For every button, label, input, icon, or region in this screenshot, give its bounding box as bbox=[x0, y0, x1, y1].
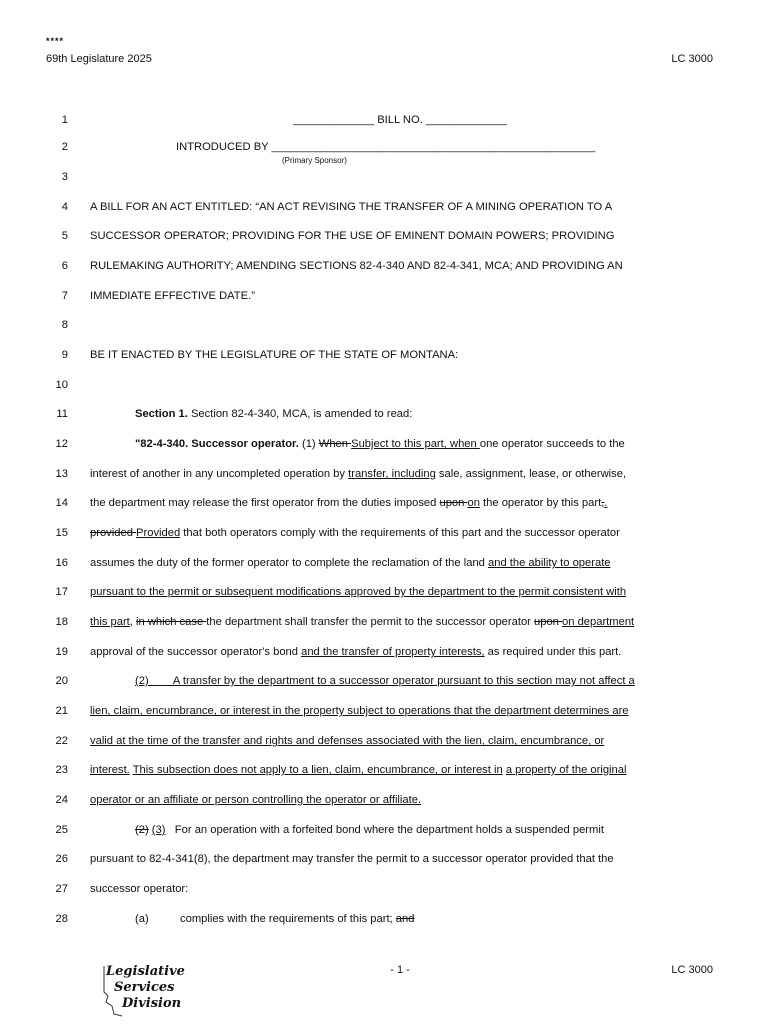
line-number: 25 bbox=[55, 824, 68, 836]
inserted-text: lien, claim, encumbrance, or interest in the property subject to operations that the department determines are bbox=[90, 705, 629, 717]
line-number: 9 bbox=[61, 349, 68, 361]
title-text: IMMEDIATE EFFECTIVE DATE.” bbox=[90, 290, 255, 302]
bill-number-line: _____________ BILL NO. _____________ bbox=[293, 114, 507, 126]
line-number: 26 bbox=[55, 853, 68, 865]
header-stars: **** bbox=[46, 36, 65, 46]
bill-line-1 bbox=[0, 114, 770, 136]
line-number: 27 bbox=[55, 883, 68, 895]
line-number: 21 bbox=[55, 705, 68, 717]
stricken-text: provided bbox=[90, 527, 137, 539]
inserted-text: transfer, including bbox=[348, 468, 436, 480]
line-text bbox=[135, 824, 604, 836]
line-text bbox=[90, 616, 634, 628]
bill-line-2 bbox=[0, 141, 770, 163]
inserted-text: . bbox=[604, 497, 608, 509]
bill-line-18 bbox=[0, 616, 770, 638]
plain-text: complies with the requirements of this part; bbox=[180, 913, 396, 925]
plain-text: as required under this part. bbox=[484, 646, 622, 658]
bill-line-9 bbox=[0, 349, 770, 371]
line-number: 12 bbox=[55, 438, 68, 450]
line-text bbox=[90, 557, 611, 569]
bill-line-28 bbox=[0, 913, 770, 935]
line-text bbox=[180, 913, 414, 925]
stricken-text: When bbox=[318, 438, 352, 450]
line-number: 20 bbox=[55, 675, 68, 687]
plain-text: one operator succeeds to the bbox=[479, 438, 625, 450]
bill-line-21 bbox=[0, 705, 770, 727]
line-number: 23 bbox=[55, 764, 68, 776]
line-number: 22 bbox=[55, 735, 68, 747]
line-number: 5 bbox=[61, 230, 68, 242]
bill-line-4 bbox=[0, 201, 770, 223]
line-number: 7 bbox=[61, 290, 68, 302]
line-number: 3 bbox=[61, 171, 68, 183]
plain-text: successor operator: bbox=[90, 883, 189, 895]
line-number: 28 bbox=[55, 913, 68, 925]
inserted-text: interest. bbox=[90, 764, 130, 776]
line-number: 8 bbox=[61, 319, 68, 331]
inserted-text: and the transfer of property interests, bbox=[301, 646, 485, 658]
bill-line-26 bbox=[0, 853, 770, 875]
stricken-text: in which case bbox=[136, 616, 207, 628]
plain-text: , bbox=[129, 616, 137, 628]
stricken-text: upon bbox=[534, 616, 563, 628]
plain-text: the department shall transfer the permit to the successor operator bbox=[206, 616, 535, 628]
line-text bbox=[90, 764, 626, 776]
stricken-text: and bbox=[395, 913, 415, 925]
bill-line-5 bbox=[0, 230, 770, 252]
plain-text: the department may release the first operator from the duties imposed bbox=[90, 497, 440, 509]
inserted-text: This subsection does not apply to a lien, claim, encumbrance, or interest in bbox=[132, 764, 503, 776]
bill-line-17 bbox=[0, 586, 770, 608]
line-number: 17 bbox=[55, 586, 68, 598]
bill-line-11 bbox=[0, 408, 770, 430]
logo-word-2: Services bbox=[114, 980, 175, 995]
line-number: 10 bbox=[55, 379, 68, 391]
section-label: Section 1. bbox=[135, 408, 188, 420]
bill-line-16 bbox=[0, 557, 770, 579]
section-text: Section 82-4-340, MCA, is amended to read: bbox=[187, 408, 413, 420]
inserted-text: and the ability to operate bbox=[488, 557, 611, 569]
line-number: 4 bbox=[61, 201, 68, 213]
bill-line-7 bbox=[0, 290, 770, 312]
stricken-text: (2) bbox=[135, 824, 149, 836]
subsection-label: (a) bbox=[135, 913, 149, 925]
statute-heading: "82-4-340. Successor operator. bbox=[135, 438, 299, 450]
bill-line-27 bbox=[0, 883, 770, 905]
bill-line-14 bbox=[0, 497, 770, 519]
line-number: 6 bbox=[61, 260, 68, 272]
plain-text: pursuant to 82-4-341(8), the department may transfer the permit to a successor operator provided that the bbox=[90, 853, 614, 865]
inserted-text: Provided bbox=[136, 527, 181, 539]
stricken-text: upon bbox=[439, 497, 468, 509]
enacting-clause: BE IT ENACTED BY THE LEGISLATURE OF THE STATE OF MONTANA: bbox=[90, 349, 459, 361]
introduced-by-line: INTRODUCED BY ____________________________________________________ bbox=[176, 141, 596, 153]
line-text bbox=[90, 527, 620, 539]
line-number: 11 bbox=[56, 408, 68, 420]
footer-lc-number: LC 3000 bbox=[671, 964, 713, 976]
bill-line-20 bbox=[0, 675, 770, 697]
bill-line-22 bbox=[0, 735, 770, 757]
inserted-text: on department bbox=[562, 616, 635, 628]
bill-line-25 bbox=[0, 824, 770, 846]
inserted-text: this part bbox=[90, 616, 130, 628]
line-number: 16 bbox=[55, 557, 68, 569]
inserted-text: valid at the time of the transfer and rights and defenses associated with the lien, claim, encumbrance, or bbox=[90, 735, 605, 747]
plain-text: For an operation with a forfeited bond where the department holds a suspended permit bbox=[165, 824, 604, 836]
line-number: 19 bbox=[55, 646, 68, 658]
plain-text: assumes the duty of the former operator to complete the reclamation of the land bbox=[90, 557, 488, 569]
line-text bbox=[135, 438, 625, 450]
line-number: 14 bbox=[55, 497, 68, 509]
legislative-services-division-logo bbox=[100, 962, 190, 1018]
plain-text: sale, assignment, lease, or otherwise, bbox=[435, 468, 627, 480]
bill-line-12 bbox=[0, 438, 770, 460]
plain-text: interest of another in any uncompleted operation by bbox=[90, 468, 349, 480]
inserted-text: a property of the original bbox=[505, 764, 627, 776]
line-number: 18 bbox=[55, 616, 68, 628]
bill-line-13 bbox=[0, 468, 770, 490]
inserted-text: operator or an affiliate or person controlling the operator or affiliate. bbox=[90, 794, 422, 806]
plain-text: the operator by this part bbox=[479, 497, 602, 509]
title-text: RULEMAKING AUTHORITY; AMENDING SECTIONS 82-4-340 AND 82-4-341, MCA; AND PROVIDING AN bbox=[90, 260, 623, 272]
bill-line-8 bbox=[0, 319, 770, 341]
title-text: SUCCESSOR OPERATOR; PROVIDING FOR THE USE OF EMINENT DOMAIN POWERS; PROVIDING bbox=[90, 230, 615, 242]
bill-line-10 bbox=[0, 379, 770, 401]
line-number: 2 bbox=[61, 141, 68, 153]
line-number: 13 bbox=[55, 468, 68, 480]
bill-line-19 bbox=[0, 646, 770, 668]
header-lc-number: LC 3000 bbox=[671, 53, 713, 65]
header-legislature: 69th Legislature 2025 bbox=[46, 53, 152, 65]
page-number: - 1 - bbox=[390, 964, 410, 976]
stricken-text: , bbox=[601, 497, 605, 509]
title-text: A BILL FOR AN ACT ENTITLED: “AN ACT REVISING THE TRANSFER OF A MINING OPERATION TO A bbox=[90, 201, 613, 213]
line-text bbox=[90, 468, 626, 480]
plain-text: approval of the successor operator's bond bbox=[90, 646, 302, 658]
bill-line-24 bbox=[0, 794, 770, 816]
line-number: 15 bbox=[55, 527, 68, 539]
bill-line-6 bbox=[0, 260, 770, 282]
bill-line-15 bbox=[0, 527, 770, 549]
section-heading bbox=[135, 408, 412, 420]
primary-sponsor-note: (Primary Sponsor) bbox=[282, 156, 347, 165]
line-text bbox=[90, 497, 607, 509]
plain-text: that both operators comply with the requirements of this part and the successor operator bbox=[180, 527, 620, 539]
bill-line-23 bbox=[0, 764, 770, 786]
logo-word-3: Division bbox=[122, 996, 182, 1011]
inserted-text: on bbox=[467, 497, 480, 509]
line-number: 1 bbox=[61, 114, 68, 126]
line-number: 24 bbox=[55, 794, 68, 806]
line-text bbox=[90, 646, 621, 658]
logo-word-1: Legislative bbox=[106, 964, 185, 979]
inserted-text: (2) A transfer by the department to a successor operator pursuant to this section may not affect a bbox=[135, 675, 635, 687]
inserted-text: Subject to this part, when bbox=[351, 438, 480, 450]
bill-line-3 bbox=[0, 171, 770, 193]
inserted-text: pursuant to the permit or subsequent modifications approved by the department to the permit consistent with bbox=[90, 586, 627, 598]
plain-text: (1) bbox=[298, 438, 319, 450]
inserted-text: (3) bbox=[151, 824, 166, 836]
